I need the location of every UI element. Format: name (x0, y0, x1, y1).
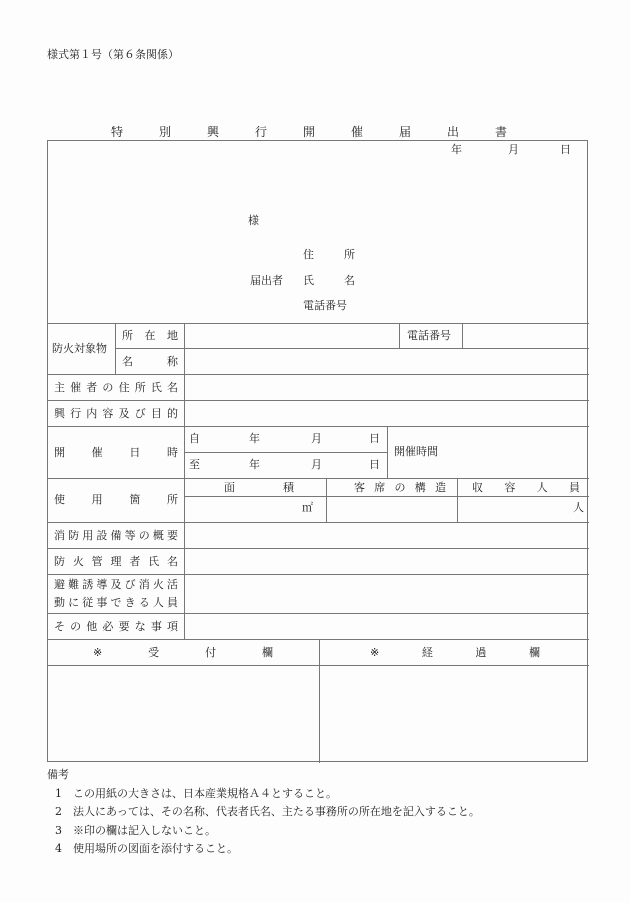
equipment-input[interactable] (185, 523, 588, 547)
facility-name-input[interactable] (185, 349, 588, 373)
title-char: 催 (351, 125, 364, 139)
evacuation-label-line1: 避 難 誘 導 及 び 消 火 活 (54, 578, 178, 591)
phone-label: 電話番号 (407, 329, 451, 342)
fire-target-label: 防火対象物 (52, 342, 107, 355)
applicant-label: 届出者 (250, 274, 283, 287)
note-item: 1 この用紙の大きさは、日本産業規格Ａ４とすること。 (55, 786, 337, 800)
note-item: 2 法人にあっては、その名称、代表者氏名、主たる事務所の所在地を記入すること。 (55, 805, 480, 818)
fire-manager-label: 防 火 管 理 者 氏 名 (54, 555, 178, 568)
seating-header: 客 席 の 構 造 (354, 481, 446, 494)
note-item: 4 使用場所の図面を添付すること。 (55, 842, 238, 855)
phone-input[interactable] (463, 324, 588, 348)
form-table: 年 月 日 様 住 所 届出者 氏 名 電話番号 防火対象物 所 在 地 電話番号 名 称 主 催 者 の 住 所 氏 名 興 行 内 容 及 び 目 的 開 催 日 時 自 年 月 日 至 年 月 日 開催時間 使 用 箇 所 面 積 客 席 の 構 造 収 容 人 員 ㎡ 人 消 防 用 設 備 等 の 概 要 防 火 管 理 者 氏 名 避 難 誘 導 及 び 消 火 活 動 に 従 事 で き る 人 員 そ の 他 必 要 な 事 項 ※ 受 付 欄 ※ 経 過 欄 (47, 140, 588, 762)
addressee-suffix: 様 (248, 214, 259, 227)
reception-header: ※ 受 付 欄 (93, 646, 273, 659)
hours-input[interactable] (448, 427, 588, 477)
notes (47, 766, 480, 859)
evacuation-label-line2: 動 に 従 事 で き る 人 員 (54, 596, 178, 609)
date-year-label: 年 (451, 143, 462, 156)
seating-input[interactable] (327, 497, 456, 521)
date-month-label: 月 (508, 143, 519, 156)
capacity-input[interactable]: 人 (573, 501, 584, 514)
datetime-label: 開 催 日 時 (54, 446, 178, 459)
title-char: 届 (399, 125, 412, 139)
divider (115, 323, 116, 374)
progress-header: ※ 経 過 欄 (370, 646, 540, 659)
capacity-header: 収 容 人 員 (472, 481, 580, 494)
title-char: 行 (255, 125, 268, 139)
reception-area (48, 666, 318, 761)
name-label: 名 称 (122, 355, 178, 368)
form-number: 様式第１号（第６条関係） (47, 48, 179, 61)
other-input[interactable] (185, 614, 588, 638)
evacuation-input[interactable] (185, 575, 588, 612)
title-char: 特 (111, 125, 124, 139)
title-char: 書 (495, 125, 508, 139)
progress-area (320, 666, 588, 761)
divider (48, 478, 589, 479)
form-title (47, 123, 589, 139)
location-input[interactable] (185, 324, 398, 348)
date-day-label: 日 (560, 143, 571, 156)
other-label: そ の 他 必 要 な 事 項 (54, 620, 178, 633)
equipment-label: 消 防 用 設 備 等 の 概 要 (54, 529, 178, 542)
fire-manager-input[interactable] (185, 549, 588, 573)
location-label: 所 在 地 (122, 329, 178, 342)
content-label: 興 行 内 容 及 び 目 的 (54, 407, 178, 420)
content-input[interactable] (185, 401, 588, 425)
area-header: 面 積 (224, 481, 294, 494)
title-char: 出 (447, 125, 460, 139)
title-char: 別 (159, 125, 172, 139)
divider (387, 426, 388, 478)
notes-heading: 備考 (47, 768, 69, 781)
start-date-input[interactable]: 自 年 月 日 (189, 432, 380, 445)
end-date-input[interactable]: 至 年 月 日 (189, 458, 380, 471)
hours-label: 開催時間 (394, 445, 438, 458)
title-char: 興 (207, 125, 220, 139)
title-char: 開 (303, 125, 316, 139)
applicant-phone-label[interactable]: 電話番号 (303, 299, 347, 312)
organizer-label: 主 催 者 の 住 所 氏 名 (54, 381, 178, 394)
divider (399, 323, 400, 348)
area-input[interactable]: ㎡ (302, 501, 313, 514)
organizer-input[interactable] (185, 375, 588, 399)
venue-label: 使 用 箇 所 (54, 493, 178, 506)
note-item: 3 ※印の欄は記入しないこと。 (55, 823, 216, 837)
